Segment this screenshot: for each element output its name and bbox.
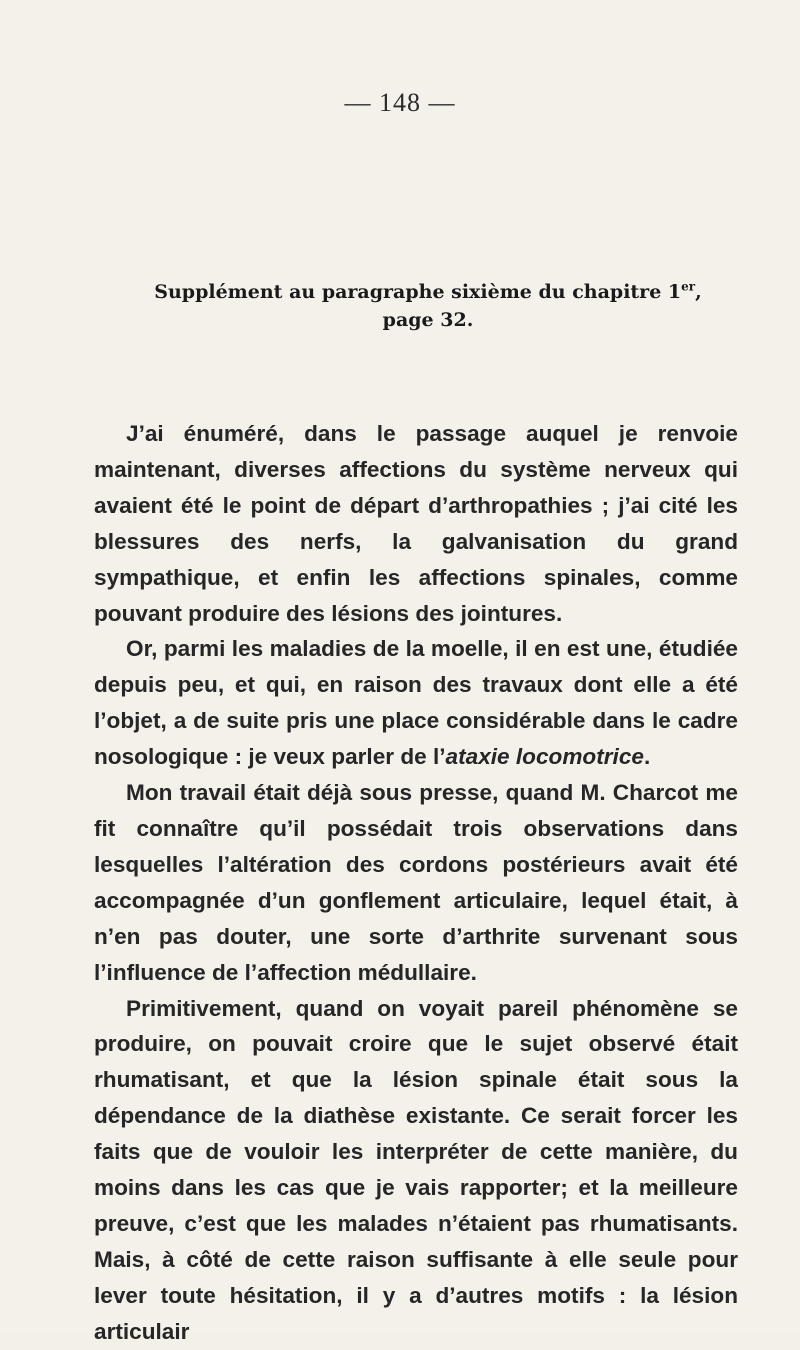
- heading-comma: ,: [695, 281, 702, 303]
- heading-superscript: er: [681, 279, 696, 294]
- heading-text: Supplément au paragraphe sixième du chapitre 1: [154, 281, 682, 303]
- paragraph-3: Mon travail était déjà sous presse, quand M. Charcot me fit connaître qu’il possédait trois observations dans lesquelles l’altération des cordons postérieurs avait été accompagnée d’un gonflement articulaire, lequel était, à n’en pas douter, une sorte d’arthrite survenant sous l’influence de l’affection médullaire.: [94, 780, 738, 985]
- section-heading: [118, 278, 738, 334]
- paragraph-4: Primitivement, quand on voyait pareil phénomène se produire, on pouvait croire que le sujet observé était rhumatisant, et que la lésion spinale était sous la dépendance de la diathèse existante. Ce serait forcer les faits que de vouloir les interpréter de cette manière, du moins dans les cas que je vais rapporter; et la meilleure preuve, c’est que les malades n’étaient pas rhumatisants. Mais, à côté de cette raison suffisante à elle seule pour lever toute hésitation, il y a d’autres motifs : la lésion articulair: [94, 995, 738, 1344]
- paragraph-2-text: Or, parmi les maladies de la moelle, il en est une, étudiée depuis peu, et qui, en raison des travaux dont elle a été l’objet, a de suite pris une place considérable dans le cadre nosologique : je veux parler de l’: [94, 636, 738, 770]
- paragraph-2-end: .: [643, 744, 651, 770]
- heading-page-ref: page 32.: [382, 309, 474, 331]
- paragraph-2-emphasis: ataxie locomotrice: [445, 744, 644, 770]
- paragraph-1: J’ai énuméré, dans le passage auquel je renvoie maintenant, diverses affections du système nerveux qui avaient été le point de départ d’arthropathies ; j’ai cité les blessures des nerfs, la galvanisation du grand sympathique, et enfin les affections spinales, comme pouvant produire des lésions des jointures.: [94, 421, 738, 626]
- page-number: — 148 —: [344, 88, 456, 117]
- body-text: [94, 416, 738, 1350]
- paragraph-2: [94, 631, 738, 775]
